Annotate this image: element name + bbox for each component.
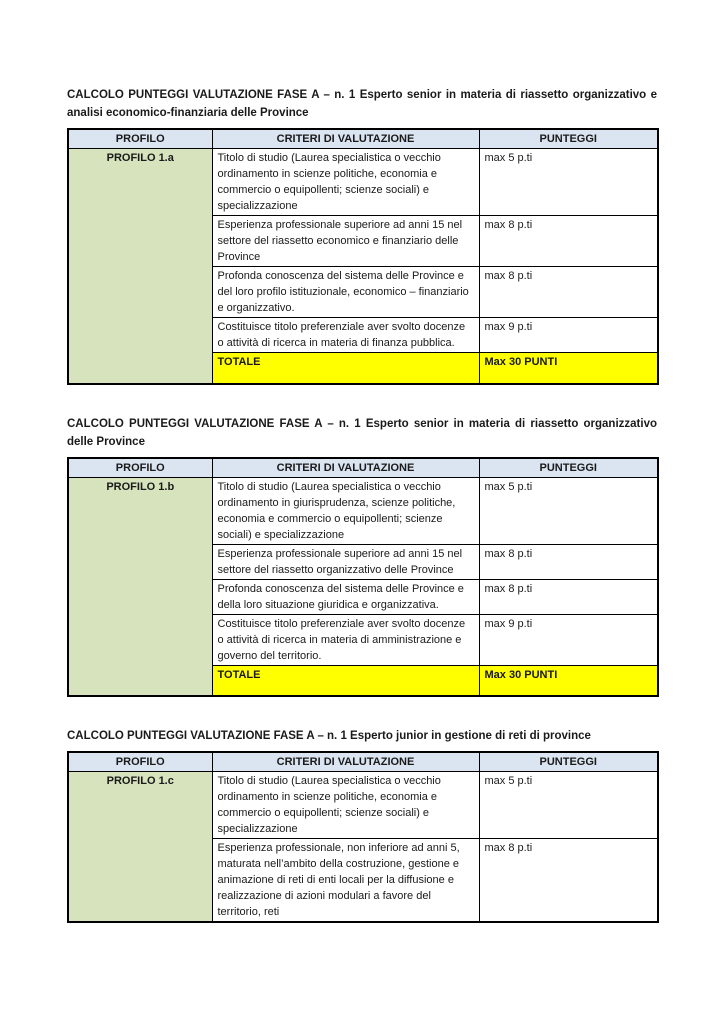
section-heading: CALCOLO PUNTEGGI VALUTAZIONE FASE A – n. 1 Esperto junior in gestione di reti di province [67,730,591,742]
column-header-profilo: PROFILO [68,458,212,478]
punteggio-cell: max 8 p.ti [479,579,658,614]
punteggio-cell: max 8 p.ti [479,216,658,267]
total-label-cell: TOTALE [212,665,479,696]
section-profilo-1b [67,415,657,698]
punteggio-cell: max 8 p.ti [479,544,658,579]
criterio-cell: Costituisce titolo preferenziale aver svolto docenze o attività di ricerca in materia di finanza pubblica. [212,318,479,353]
total-label-cell: TOTALE [212,353,479,384]
total-value-cell: Max 30 PUNTI [479,665,658,696]
criterio-cell: Esperienza professionale superiore ad anni 15 nel settore del riassetto organizzativo delle Province [212,544,479,579]
column-header-punteggi: PUNTEGGI [479,129,658,149]
table-row [68,772,658,839]
column-header-criteri: CRITERI DI VALUTAZIONE [212,752,479,772]
section-profilo-1a [67,86,657,385]
punteggio-cell: max 8 p.ti [479,267,658,318]
column-header-profilo: PROFILO [68,752,212,772]
punteggio-cell: max 5 p.ti [479,149,658,216]
criterio-cell: Costituisce titolo preferenziale aver svolto docenze o attività di ricerca in materia di amministrazione e governo del territorio. [212,614,479,665]
criterio-cell: Titolo di studio (Laurea specialistica o vecchio ordinamento in giurisprudenza, scienze politiche, economia e commercio o equipollenti; scienze sociali) e specializzazione [212,477,479,544]
table-row [68,477,658,544]
criterio-cell: Esperienza professionale, non inferiore ad anni 5, maturata nell’ambito della costruzione, gestione e animazione di reti di enti locali per la diffusione e realizzazione di azioni modulari a favore del territorio, reti [212,839,479,923]
criterio-cell: Titolo di studio (Laurea specialistica o vecchio ordinamento in scienze politiche, economia e commercio o equipollenti; scienze sociali) e specializzazione [212,149,479,216]
section-profilo-1c [67,727,657,923]
section-heading: CALCOLO PUNTEGGI VALUTAZIONE FASE A – n. 1 Esperto senior in materia di riassetto organizzativo delle Province [67,417,657,448]
punteggio-cell: max 5 p.ti [479,772,658,839]
column-header-criteri: CRITERI DI VALUTAZIONE [212,458,479,478]
total-value-cell: Max 30 PUNTI [479,353,658,384]
table-row [68,149,658,216]
criterio-cell: Titolo di studio (Laurea specialistica o vecchio ordinamento in scienze politiche, economia e commercio o equipollenti; scienze sociali) e specializzazione [212,772,479,839]
column-header-profilo: PROFILO [68,129,212,149]
punteggio-cell: max 8 p.ti [479,839,658,923]
criterio-cell: Esperienza professionale superiore ad anni 15 nel settore del riassetto economico e finanziario delle Province [212,216,479,267]
punteggio-cell: max 9 p.ti [479,318,658,353]
table-header-row [68,752,658,772]
scores-table-1b [67,457,659,698]
table-header-row [68,129,658,149]
section-heading: CALCOLO PUNTEGGI VALUTAZIONE FASE A – n. 1 Esperto senior in materia di riassetto organizzativo e analisi economico-finanziaria delle Province [67,89,657,119]
criterio-cell: Profonda conoscenza del sistema delle Province e della loro situazione giuridica e organizzativa. [212,579,479,614]
table-header-row [68,458,658,478]
column-header-punteggi: PUNTEGGI [479,752,658,772]
punteggio-cell: max 9 p.ti [479,614,658,665]
column-header-criteri: CRITERI DI VALUTAZIONE [212,129,479,149]
profile-cell: PROFILO 1.b [68,477,212,696]
punteggio-cell: max 5 p.ti [479,477,658,544]
scores-table-1c [67,751,659,923]
column-header-punteggi: PUNTEGGI [479,458,658,478]
scores-table-1a [67,128,659,385]
criterio-cell: Profonda conoscenza del sistema delle Province e del loro profilo istituzionale, economico – finanziario e organizzativo. [212,267,479,318]
profile-cell: PROFILO 1.c [68,772,212,923]
profile-cell: PROFILO 1.a [68,149,212,384]
